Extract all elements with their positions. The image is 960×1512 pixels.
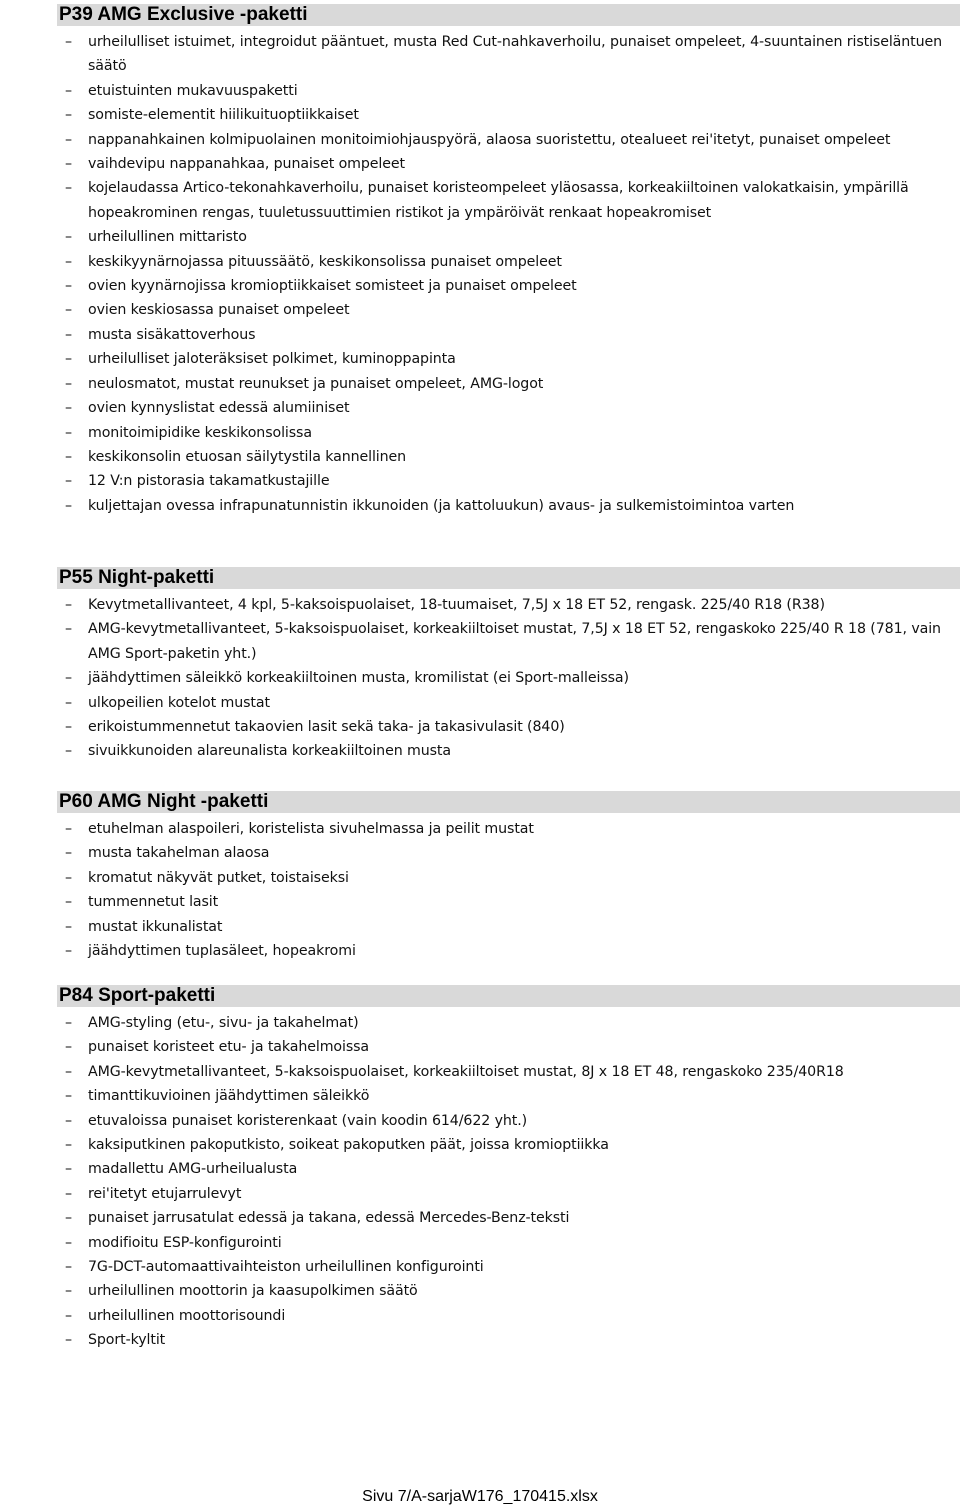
list-item bbox=[0, 817, 960, 841]
item-text: kaksiputkinen pakoputkisto, soikeat pakoputken päät, joissa kromioptiikka bbox=[88, 1137, 609, 1154]
list-item bbox=[0, 1157, 960, 1181]
list-item bbox=[0, 152, 960, 176]
item-text: keskikonsolin etuosan säilytystila kannellinen bbox=[88, 448, 407, 465]
list-item bbox=[0, 890, 960, 914]
item-text: AMG-kevytmetallivanteet, 5-kaksoispuolaiset, korkeakiiltoiset mustat, 7,5J x 18 ET 52, rengaskoko 225/40 R 18 (781, vain AMG Sport-paketin yht.) bbox=[88, 621, 941, 662]
item-list bbox=[0, 1011, 960, 1353]
item-text: 7G-DCT-automaattivaihteiston urheilullinen konfigurointi bbox=[88, 1259, 484, 1276]
item-text: AMG-kevytmetallivanteet, 5-kaksoispuolaiset, korkeakiiltoiset mustat, 8J x 18 ET 48, rengaskoko 235/40R18 bbox=[88, 1063, 844, 1080]
item-text: neulosmatot, mustat reunukset ja punaiset ompeleet, AMG-logot bbox=[88, 375, 544, 392]
list-item bbox=[0, 103, 960, 127]
list-item bbox=[0, 128, 960, 152]
item-text: vaihdevipu nappanahkaa, punaiset ompeleet bbox=[88, 156, 405, 173]
section-p55 bbox=[0, 567, 960, 764]
bullet-dash: – bbox=[65, 894, 72, 911]
list-item bbox=[0, 30, 960, 79]
bullet-dash: – bbox=[65, 302, 72, 319]
item-text: timanttikuvioinen jäähdyttimen säleikkö bbox=[88, 1088, 370, 1105]
item-text: musta sisäkattoverhous bbox=[88, 326, 256, 343]
list-item bbox=[0, 469, 960, 493]
bullet-dash: – bbox=[65, 670, 72, 687]
list-item bbox=[0, 1133, 960, 1157]
section-p39 bbox=[0, 4, 960, 518]
item-text: jäähdyttimen tuplasäleet, hopeakromi bbox=[88, 943, 356, 960]
bullet-dash: – bbox=[65, 424, 72, 441]
bullet-dash: – bbox=[65, 400, 72, 417]
item-text: ovien kynnyslistat edessä alumiiniset bbox=[88, 400, 350, 417]
list-item bbox=[0, 691, 960, 715]
list-item bbox=[0, 372, 960, 396]
bullet-dash: – bbox=[65, 375, 72, 392]
bullet-dash: – bbox=[65, 1161, 72, 1178]
item-text: erikoistummennetut takaovien lasit sekä taka- ja takasivulasit (840) bbox=[88, 719, 565, 736]
bullet-dash: – bbox=[65, 1283, 72, 1300]
section-heading: P84 Sport-paketti bbox=[57, 985, 960, 1007]
list-item bbox=[0, 939, 960, 963]
item-text: etuvaloissa punaiset koristerenkaat (vain koodin 614/622 yht.) bbox=[88, 1112, 528, 1129]
section-heading: P55 Night-paketti bbox=[57, 567, 960, 589]
list-item bbox=[0, 1109, 960, 1133]
section-heading: P39 AMG Exclusive -paketti bbox=[57, 4, 960, 26]
bullet-dash: – bbox=[65, 253, 72, 270]
bullet-dash: – bbox=[65, 1234, 72, 1251]
bullet-dash: – bbox=[65, 621, 72, 638]
bullet-dash: – bbox=[65, 180, 72, 197]
bullet-dash: – bbox=[65, 82, 72, 99]
bullet-dash: – bbox=[65, 1259, 72, 1276]
list-item bbox=[0, 739, 960, 763]
item-text: punaiset jarrusatulat edessä ja takana, edessä Mercedes-Benz-teksti bbox=[88, 1210, 570, 1227]
list-item bbox=[0, 866, 960, 890]
bullet-dash: – bbox=[65, 1307, 72, 1324]
bullet-dash: – bbox=[65, 34, 72, 50]
list-item bbox=[0, 225, 960, 249]
bullet-dash: – bbox=[65, 845, 72, 862]
item-list bbox=[0, 30, 960, 518]
list-item bbox=[0, 617, 960, 666]
item-text: Sport-kyltit bbox=[88, 1332, 166, 1349]
item-text: musta takahelman alaosa bbox=[88, 845, 270, 862]
bullet-dash: – bbox=[65, 943, 72, 960]
item-text: urheilullinen moottorin ja kaasupolkimen säätö bbox=[88, 1283, 418, 1300]
list-item bbox=[0, 1060, 960, 1084]
bullet-dash: – bbox=[65, 869, 72, 886]
bullet-dash: – bbox=[65, 694, 72, 711]
item-text: nappanahkainen kolmipuolainen monitoimiohjauspyörä, alaosa suoristettu, otealueet rei'itetyt, punaiset ompeleet bbox=[88, 131, 891, 148]
list-item bbox=[0, 1011, 960, 1035]
list-item bbox=[0, 421, 960, 445]
item-list bbox=[0, 817, 960, 963]
bullet-dash: – bbox=[65, 1332, 72, 1349]
list-item bbox=[0, 396, 960, 420]
list-item bbox=[0, 1206, 960, 1230]
list-item bbox=[0, 1084, 960, 1108]
list-item bbox=[0, 347, 960, 371]
bullet-dash: – bbox=[65, 1039, 72, 1056]
item-text: urheilullinen moottorisoundi bbox=[88, 1307, 286, 1324]
bullet-dash: – bbox=[65, 918, 72, 935]
item-text: etuistuinten mukavuuspaketti bbox=[88, 82, 298, 99]
list-item bbox=[0, 1035, 960, 1059]
item-text: 12 V:n pistorasia takamatkustajille bbox=[88, 473, 330, 490]
item-text: tummennetut lasit bbox=[88, 894, 219, 911]
list-item bbox=[0, 1304, 960, 1328]
item-text: somiste-elementit hiilikuituoptiikkaiset bbox=[88, 107, 359, 124]
list-item bbox=[0, 593, 960, 617]
item-text: Kevytmetallivanteet, 4 kpl, 5-kaksoispuolaiset, 18-tuumaiset, 7,5J x 18 ET 52, rengask. 225/40 R18 (R38) bbox=[88, 597, 825, 613]
item-text: AMG-styling (etu-, sivu- ja takahelmat) bbox=[88, 1015, 359, 1031]
list-item bbox=[0, 1182, 960, 1206]
item-text: kromatut näkyvät putket, toistaiseksi bbox=[88, 869, 349, 886]
item-text: sivuikkunoiden alareunalista korkeakiiltoinen musta bbox=[88, 743, 451, 760]
item-text: etuhelman alaspoileri, koristelista sivuhelmassa ja peilit mustat bbox=[88, 821, 534, 837]
bullet-dash: – bbox=[65, 743, 72, 760]
item-text: rei'itetyt etujarrulevyt bbox=[88, 1185, 242, 1202]
bullet-dash: – bbox=[65, 1112, 72, 1129]
section-p84 bbox=[0, 985, 960, 1353]
list-item bbox=[0, 79, 960, 103]
item-text: ovien kyynärnojissa kromioptiikkaiset somisteet ja punaiset ompeleet bbox=[88, 278, 577, 295]
bullet-dash: – bbox=[65, 156, 72, 173]
list-item bbox=[0, 445, 960, 469]
item-text: kojelaudassa Artico-tekonahkaverhoilu, punaiset koristeompeleet yläosassa, korkeakiiltoinen valokatkaisin, ympärillä hopeakrominen rengas, tuuletussuuttimien ristikot ja ympäröivät renkaat hopeakromiset bbox=[88, 180, 909, 221]
item-text: punaiset koristeet etu- ja takahelmoissa bbox=[88, 1039, 370, 1056]
bullet-dash: – bbox=[65, 1210, 72, 1227]
item-text: ovien keskiosassa punaiset ompeleet bbox=[88, 302, 350, 319]
bullet-dash: – bbox=[65, 497, 72, 514]
page-footer: Sivu 7/A-sarjaW176_170415.xlsx bbox=[362, 1488, 598, 1505]
item-text: urheilulliset istuimet, integroidut pääntuet, musta Red Cut-nahkaverhoilu, punaiset ompeleet, 4-suuntainen ristiseläntuen säätö bbox=[88, 34, 943, 75]
list-item bbox=[0, 323, 960, 347]
list-item bbox=[0, 1231, 960, 1255]
bullet-dash: – bbox=[65, 719, 72, 736]
item-list bbox=[0, 593, 960, 764]
list-item bbox=[0, 715, 960, 739]
item-text: kuljettajan ovessa infrapunatunnistin ikkunoiden (ja kattoluukun) avaus- ja sulkemistoimintoa varten bbox=[88, 497, 795, 514]
bullet-dash: – bbox=[65, 326, 72, 343]
bullet-dash: – bbox=[65, 131, 72, 148]
item-text: keskikyynärnojassa pituussäätö, keskikonsolissa punaiset ompeleet bbox=[88, 253, 562, 270]
list-item bbox=[0, 1328, 960, 1352]
item-text: modifioitu ESP-konfigurointi bbox=[88, 1234, 282, 1251]
bullet-dash: – bbox=[65, 278, 72, 295]
section-heading: P60 AMG Night -paketti bbox=[57, 791, 960, 813]
bullet-dash: – bbox=[65, 351, 72, 368]
item-text: monitoimipidike keskikonsolissa bbox=[88, 424, 312, 441]
bullet-dash: – bbox=[65, 229, 72, 246]
list-item bbox=[0, 1279, 960, 1303]
list-item bbox=[0, 274, 960, 298]
list-item bbox=[0, 298, 960, 322]
bullet-dash: – bbox=[65, 821, 72, 837]
bullet-dash: – bbox=[65, 1088, 72, 1105]
section-p60 bbox=[0, 791, 960, 963]
bullet-dash: – bbox=[65, 1185, 72, 1202]
item-text: urheilullinen mittaristo bbox=[88, 229, 247, 246]
bullet-dash: – bbox=[65, 1063, 72, 1080]
item-text: urheilulliset jaloteräksiset polkimet, kuminoppapinta bbox=[88, 351, 456, 368]
list-item bbox=[0, 666, 960, 690]
item-text: jäähdyttimen säleikkö korkeakiiltoinen musta, kromilistat (ei Sport-malleissa) bbox=[88, 670, 629, 687]
bullet-dash: – bbox=[65, 597, 72, 613]
bullet-dash: – bbox=[65, 448, 72, 465]
item-text: mustat ikkunalistat bbox=[88, 918, 223, 935]
list-item bbox=[0, 1255, 960, 1279]
item-text: madallettu AMG-urheilualusta bbox=[88, 1161, 298, 1178]
list-item bbox=[0, 250, 960, 274]
bullet-dash: – bbox=[65, 473, 72, 490]
list-item bbox=[0, 176, 960, 225]
bullet-dash: – bbox=[65, 1137, 72, 1154]
bullet-dash: – bbox=[65, 1015, 72, 1031]
bullet-dash: – bbox=[65, 107, 72, 124]
item-text: ulkopeilien kotelot mustat bbox=[88, 694, 270, 711]
list-item bbox=[0, 494, 960, 518]
list-item bbox=[0, 841, 960, 865]
list-item bbox=[0, 915, 960, 939]
